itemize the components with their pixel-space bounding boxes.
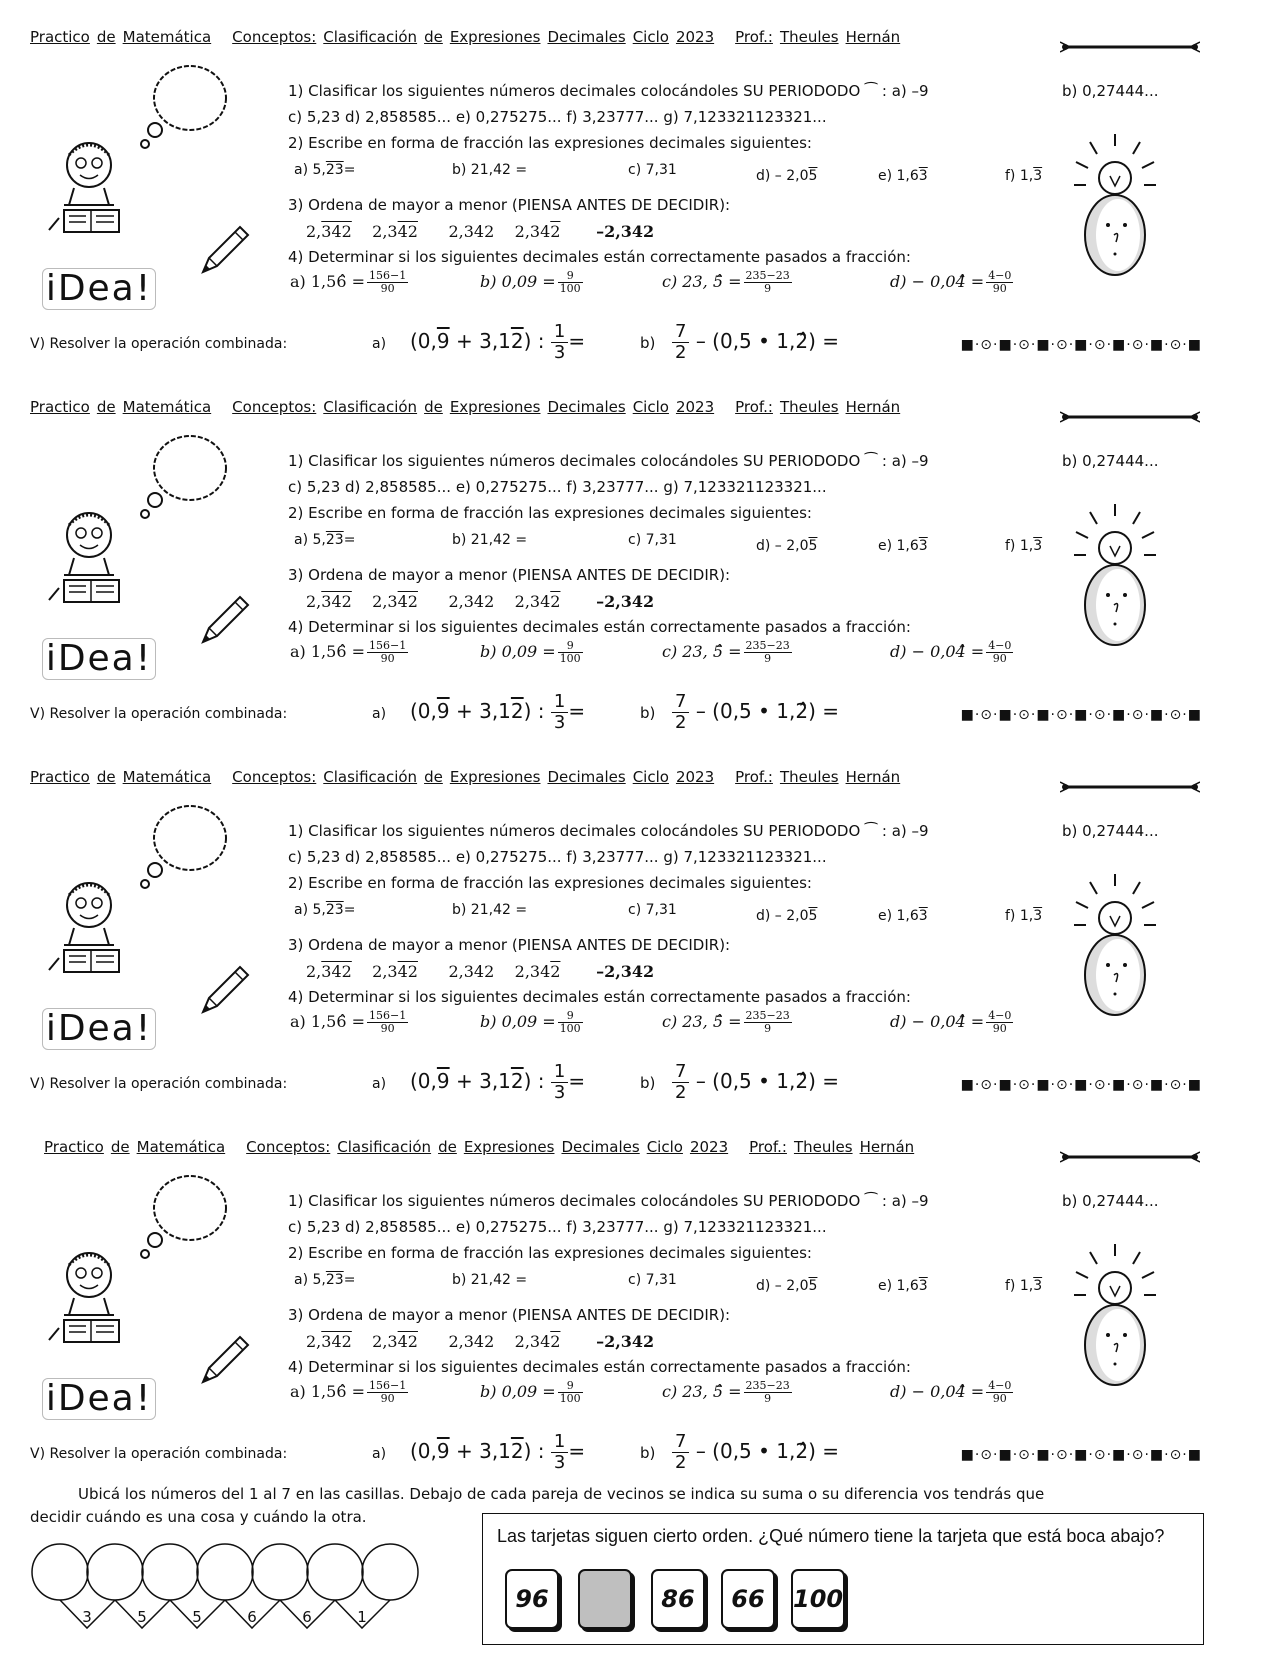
q3-title: 3) Ordena de mayor a menor (PIENSA ANTES DE DECIDIR):	[288, 196, 731, 214]
q4-item-b: b) 0,09 = $\frac{9}{100}$	[480, 1379, 581, 1405]
worksheet-header: Practico de Matemática Conceptos: Clasificación de Expresiones Decimales Ciclo 2023 Prof.: Theules Hernán	[30, 768, 901, 786]
q5-label: V) Resolver la operación combinada:	[30, 336, 288, 352]
q2-item-f: f) 1,3	[1005, 908, 1043, 924]
pencil-icon	[195, 590, 255, 650]
q2-item-f: f) 1,3	[1005, 538, 1043, 554]
q1-line2: c) 5,23 d) 2,858585... e) 0,275275... f) 3,23777... g) 7,123321123321...	[288, 848, 827, 866]
q1-line2: c) 5,23 d) 2,858585... e) 0,275275... f) 3,23777... g) 7,123321123321...	[288, 478, 827, 496]
q2-item-a: a) 5,23=	[294, 902, 356, 918]
q3-numbers: 2,342 2,342 2,342 2,342 –2,342	[306, 592, 655, 611]
q5-label: V) Resolver la operación combinada:	[30, 1446, 288, 1462]
q1-item-b: b) 0,27444...	[1062, 82, 1159, 100]
lightbulb-head-icon	[1070, 130, 1160, 280]
q1-line1: 1) Clasificar los siguientes números decimales colocándoles SU PERIODODO ⁀ : a) –9	[288, 452, 929, 470]
q2-item-b: b) 21,42 =	[452, 162, 528, 178]
worksheet-header: Practico de Matemática Conceptos: Clasificación de Expresiones Decimales Ciclo 2023 Prof.: Theules Hernán	[30, 398, 901, 416]
circle-box-6	[307, 1544, 363, 1600]
q5-b-label: b)	[640, 334, 656, 352]
q5-b-expression: $\frac{7}{2}$ – (0,5 • 1,2̂) =	[672, 692, 839, 733]
q1-item-b: b) 0,27444...	[1062, 1192, 1159, 1210]
q2-item-b: b) 21,42 =	[452, 1272, 528, 1288]
clue-5: 6	[302, 1608, 312, 1626]
q2-item-a: a) 5,23=	[294, 162, 356, 178]
q4-item-a: a) 1,56̂ = $\frac{156-1}{90}$	[290, 1379, 407, 1405]
clue-6: 1	[357, 1608, 367, 1626]
q5-a-expression: (0,9 + 3,12) : $\frac{1}{3}$ =	[410, 1061, 586, 1103]
q3-title: 3) Ordena de mayor a menor (PIENSA ANTES DE DECIDIR):	[288, 1306, 731, 1324]
q4-item-a: a) 1,56̂ = $\frac{156-1}{90}$	[290, 639, 407, 665]
q2-title: 2) Escribe en forma de fracción las expresiones decimales siguientes:	[288, 1244, 812, 1262]
q5-a-expression: (0,9 + 3,12) : $\frac{1}{3}$ =	[410, 1431, 586, 1473]
q5-b-expression: $\frac{7}{2}$ – (0,5 • 1,2̂) =	[672, 322, 839, 363]
circle-box-5	[252, 1544, 308, 1600]
q5-b-label: b)	[640, 1444, 656, 1462]
ornament-divider-icon	[1060, 780, 1200, 794]
clue-3: 5	[192, 1608, 202, 1626]
q2-title: 2) Escribe en forma de fracción las expresiones decimales siguientes:	[288, 874, 812, 892]
q2-item-d: d) – 2,05	[756, 168, 818, 184]
q2-item-c: c) 7,31	[628, 1272, 677, 1288]
q3-numbers: 2,342 2,342 2,342 2,342 –2,342	[306, 962, 655, 981]
clue-1: 3	[82, 1608, 92, 1626]
q3-title: 3) Ordena de mayor a menor (PIENSA ANTES DE DECIDIR):	[288, 936, 731, 954]
q4-item-b: b) 0,09 = $\frac{9}{100}$	[480, 269, 581, 295]
idea-logo: iDea!	[42, 1378, 156, 1420]
q1-line1: 1) Clasificar los siguientes números decimales colocándoles SU PERIODODO ⁀ : a) –9	[288, 82, 929, 100]
q2-item-d: d) – 2,05	[756, 908, 818, 924]
q5-label: V) Resolver la operación combinada:	[30, 706, 288, 722]
q4-title: 4) Determinar si los siguientes decimales están correctamente pasados a fracción:	[288, 1358, 911, 1376]
decorative-dots: ■·⊙·■·⊙·■·⊙·■·⊙·■·⊙·■·⊙·■	[960, 1447, 1202, 1463]
q2-item-c: c) 7,31	[628, 902, 677, 918]
idea-logo: iDea!	[42, 1008, 156, 1050]
q2-item-c: c) 7,31	[628, 162, 677, 178]
decorative-dots: ■·⊙·■·⊙·■·⊙·■·⊙·■·⊙·■·⊙·■	[960, 337, 1202, 353]
q4-item-a: a) 1,56̂ = $\frac{156-1}{90}$	[290, 269, 407, 295]
clue-4: 6	[247, 1608, 257, 1626]
q1-line2: c) 5,23 d) 2,858585... e) 0,275275... f) 3,23777... g) 7,123321123321...	[288, 1218, 827, 1236]
q4-item-c: c) 23, 5̂ = $\frac{235-23}{9}$	[662, 639, 790, 665]
pencil-icon	[195, 1330, 255, 1390]
worksheet-header: Practico de Matemática Conceptos: Clasificación de Expresiones Decimales Ciclo 2023 Prof.: Theules Hernán	[30, 28, 901, 46]
q1-line1: 1) Clasificar los siguientes números decimales colocándoles SU PERIODODO ⁀ : a) –9	[288, 1192, 929, 1210]
idea-logo: iDea!	[42, 638, 156, 680]
q2-item-d: d) – 2,05	[756, 538, 818, 554]
q2-item-e: e) 1,63	[878, 908, 928, 924]
decorative-dots: ■·⊙·■·⊙·■·⊙·■·⊙·■·⊙·■·⊙·■	[960, 1077, 1202, 1093]
q4-title: 4) Determinar si los siguientes decimales están correctamente pasados a fracción:	[288, 988, 911, 1006]
q2-item-e: e) 1,63	[878, 1278, 928, 1294]
q5-b-expression: $\frac{7}{2}$ – (0,5 • 1,2̂) =	[672, 1432, 839, 1473]
q4-item-c: c) 23, 5̂ = $\frac{235-23}{9}$	[662, 1009, 790, 1035]
exercise-block-2	[0, 370, 1280, 740]
exercise-block-3	[0, 740, 1280, 1110]
q5-a-label: a)	[372, 1446, 387, 1462]
circle-box-7	[362, 1544, 418, 1600]
q4-title: 4) Determinar si los siguientes decimales están correctamente pasados a fracción:	[288, 618, 911, 636]
q4-item-b: b) 0,09 = $\frac{9}{100}$	[480, 1009, 581, 1035]
q5-a-label: a)	[372, 336, 387, 352]
q2-item-c: c) 7,31	[628, 532, 677, 548]
decorative-dots: ■·⊙·■·⊙·■·⊙·■·⊙·■·⊙·■·⊙·■	[960, 707, 1202, 723]
pencil-icon	[195, 220, 255, 280]
idea-logo: iDea!	[42, 268, 156, 310]
exercise-block-1	[0, 0, 1280, 370]
q2-item-f: f) 1,3	[1005, 168, 1043, 184]
card-face-down	[578, 1569, 632, 1629]
cards-puzzle-box	[482, 1513, 1204, 1645]
q2-item-b: b) 21,42 =	[452, 532, 528, 548]
card-3: 86	[651, 1569, 705, 1629]
q4-item-b: b) 0,09 = $\frac{9}{100}$	[480, 639, 581, 665]
card-5: 100	[791, 1569, 845, 1629]
q5-b-expression: $\frac{7}{2}$ – (0,5 • 1,2̂) =	[672, 1062, 839, 1103]
circle-box-1	[32, 1544, 88, 1600]
number-circles-puzzle	[30, 1540, 420, 1650]
exercise-block-4	[0, 1110, 1280, 1480]
q4-item-d: d) − 0,04̂ = $\frac{4-0}{90}$	[890, 1379, 1012, 1405]
q4-item-c: c) 23, 5̂ = $\frac{235-23}{9}$	[662, 1379, 790, 1405]
q3-numbers: 2,342 2,342 2,342 2,342 –2,342	[306, 1332, 655, 1351]
circle-box-4	[197, 1544, 253, 1600]
q5-a-label: a)	[372, 1076, 387, 1092]
q1-line1: 1) Clasificar los siguientes números decimales colocándoles SU PERIODODO ⁀ : a) –9	[288, 822, 929, 840]
q4-item-a: a) 1,56̂ = $\frac{156-1}{90}$	[290, 1009, 407, 1035]
ornament-divider-icon	[1060, 1150, 1200, 1164]
boy-reading-icon	[44, 1240, 154, 1360]
q2-item-b: b) 21,42 =	[452, 902, 528, 918]
q5-b-label: b)	[640, 1074, 656, 1092]
q4-item-d: d) − 0,04̂ = $\frac{4-0}{90}$	[890, 269, 1012, 295]
puzzle-instruction-line2: decidir cuándo es una cosa y cuándo la otra.	[30, 1508, 367, 1526]
q2-title: 2) Escribe en forma de fracción las expresiones decimales siguientes:	[288, 134, 812, 152]
q2-item-e: e) 1,63	[878, 168, 928, 184]
clue-2: 5	[137, 1608, 147, 1626]
boy-reading-icon	[44, 130, 154, 250]
q2-item-a: a) 5,23=	[294, 532, 356, 548]
q3-title: 3) Ordena de mayor a menor (PIENSA ANTES DE DECIDIR):	[288, 566, 731, 584]
card-1: 96	[505, 1569, 559, 1629]
circle-box-3	[142, 1544, 198, 1600]
q1-item-b: b) 0,27444...	[1062, 452, 1159, 470]
q5-a-expression: (0,9 + 3,12) : $\frac{1}{3}$ =	[410, 691, 586, 733]
ornament-divider-icon	[1060, 410, 1200, 424]
q4-item-c: c) 23, 5̂ = $\frac{235-23}{9}$	[662, 269, 790, 295]
q2-item-e: e) 1,63	[878, 538, 928, 554]
puzzle-instruction-line1: Ubicá los números del 1 al 7 en las casillas. Debajo de cada pareja de vecinos se indica su suma o su diferencia vos tendrás que	[78, 1485, 1045, 1503]
q4-title: 4) Determinar si los siguientes decimales están correctamente pasados a fracción:	[288, 248, 911, 266]
q5-a-expression: (0,9 + 3,12) : $\frac{1}{3}$ =	[410, 321, 586, 363]
q4-item-d: d) − 0,04̂ = $\frac{4-0}{90}$	[890, 1009, 1012, 1035]
lightbulb-head-icon	[1070, 500, 1160, 650]
ornament-divider-icon	[1060, 40, 1200, 54]
q2-item-d: d) – 2,05	[756, 1278, 818, 1294]
cards-question: Las tarjetas siguen cierto orden. ¿Qué número tiene la tarjeta que está boca abajo?	[497, 1526, 1165, 1546]
lightbulb-head-icon	[1070, 1240, 1160, 1390]
q5-b-label: b)	[640, 704, 656, 722]
q4-item-d: d) − 0,04̂ = $\frac{4-0}{90}$	[890, 639, 1012, 665]
q2-title: 2) Escribe en forma de fracción las expresiones decimales siguientes:	[288, 504, 812, 522]
q5-a-label: a)	[372, 706, 387, 722]
q1-line2: c) 5,23 d) 2,858585... e) 0,275275... f) 3,23777... g) 7,123321123321...	[288, 108, 827, 126]
circle-box-2	[87, 1544, 143, 1600]
worksheet-header: Practico de Matemática Conceptos: Clasificación de Expresiones Decimales Ciclo 2023 Prof.: Theules Hernán	[44, 1138, 915, 1156]
q3-numbers: 2,342 2,342 2,342 2,342 –2,342	[306, 222, 655, 241]
q2-item-f: f) 1,3	[1005, 1278, 1043, 1294]
lightbulb-head-icon	[1070, 870, 1160, 1020]
q1-item-b: b) 0,27444...	[1062, 822, 1159, 840]
pencil-icon	[195, 960, 255, 1020]
boy-reading-icon	[44, 500, 154, 620]
q5-label: V) Resolver la operación combinada:	[30, 1076, 288, 1092]
card-4: 66	[721, 1569, 775, 1629]
boy-reading-icon	[44, 870, 154, 990]
q2-item-a: a) 5,23=	[294, 1272, 356, 1288]
